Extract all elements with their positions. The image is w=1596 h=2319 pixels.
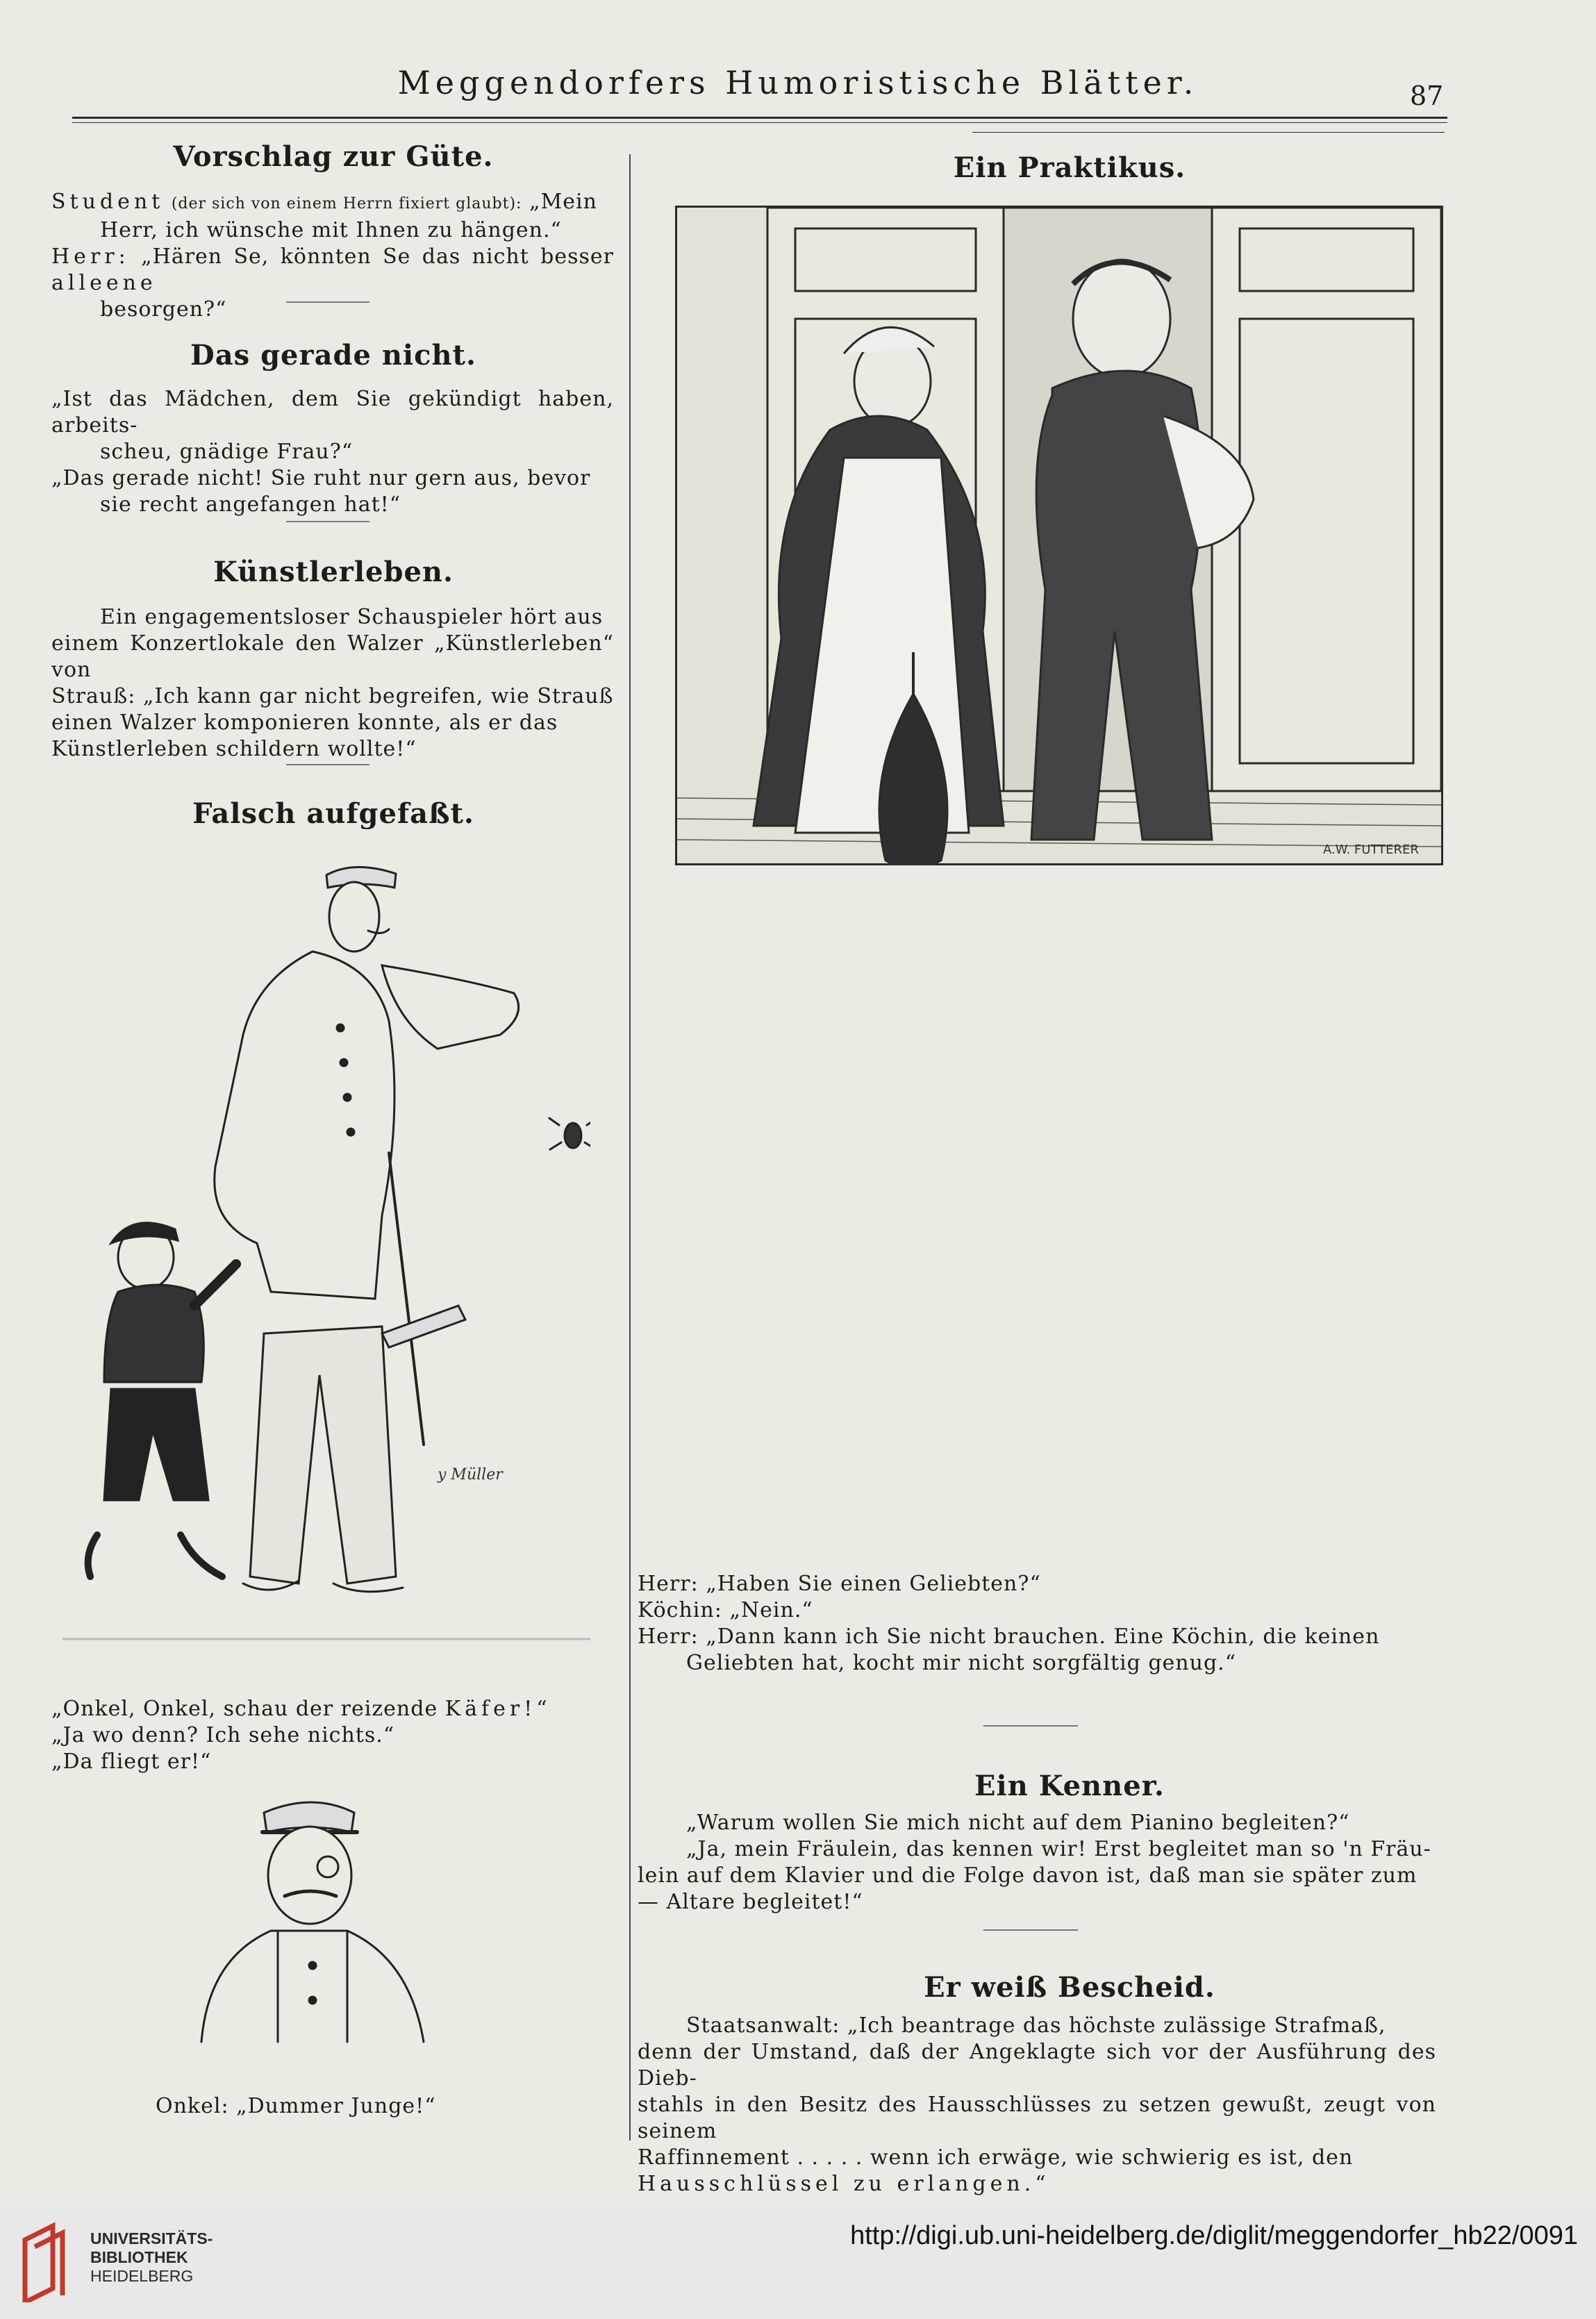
source-url-link[interactable]: http://digi.ub.uni-heidelberg.de/diglit/meggendorfer_hb22/0091 — [850, 2221, 1578, 2250]
section-body-gerade — [51, 386, 614, 518]
dialogue-text: „Warum wollen Sie mich nicht auf dem Pianino begleiten?“ — [686, 1811, 1350, 1835]
institution-line: HEIDELBERG — [90, 2267, 194, 2285]
section-separator — [286, 521, 369, 522]
section-body-kuenstlerleben — [51, 604, 614, 763]
university-name — [90, 2229, 213, 2286]
column-divider — [629, 154, 631, 2141]
caption-text: „Onkel, Onkel, schau der reizende — [51, 1697, 438, 1721]
university-logo-icon — [18, 2219, 75, 2302]
dialogue-text: „Mein — [529, 190, 597, 214]
dialogue-text: „Ist das Mädchen, dem Sie gekündigt haben, arbeits- — [51, 387, 614, 438]
page-number: 87 — [1410, 81, 1444, 111]
section-body-kenner — [638, 1810, 1436, 1915]
body-text: denn der Umstand, daß der Angeklagte sich vor der Ausführung des Dieb- — [638, 2040, 1436, 2091]
stage-direction: (der sich von einem Herrn fixiert glaubt): — [171, 195, 522, 213]
dialogue-text: scheu, gnädige Frau?“ — [100, 440, 354, 464]
section-separator — [286, 301, 369, 303]
dialogue-text: Herr: „Dann kann ich Sie nicht brauchen. Eine Köchin, die keinen — [638, 1624, 1380, 1649]
illustration-praktikus — [675, 206, 1443, 865]
header-rule-top — [72, 117, 1447, 119]
section-body-vorschlag — [51, 189, 614, 323]
section-title-kenner: Ein Kenner. — [974, 1770, 1165, 1802]
section-title-falsch: Falsch aufgefaßt. — [192, 797, 474, 830]
body-text: Ein engagementsloser Schauspieler hört aus — [100, 605, 604, 629]
dialogue-text: — Altare begleitet!“ — [638, 1890, 863, 1914]
dialogue-text: Herr: „Haben Sie einen Geliebten?“ — [638, 1572, 1041, 1596]
body-text: Künstlerleben schildern wollte!“ — [51, 737, 417, 761]
dialogue-text: „Ja, mein Fräulein, das kennen wir! Erst begleitet man so 'n Fräu- — [686, 1837, 1431, 1861]
section-separator — [983, 1929, 1078, 1931]
section-body-bescheid — [638, 2013, 1436, 2197]
caption-text: „Da fliegt er!“ — [51, 1749, 212, 1774]
body-text: einen Walzer komponieren konnte, als er das — [51, 710, 558, 735]
speaker-label: Herr: — [51, 244, 130, 269]
illustration-officer-monocle — [174, 1792, 451, 2070]
dialogue-text: Geliebten hat, kocht mir nicht sorgfältig genug.“ — [686, 1651, 1237, 1675]
body-text: Strauß: „Ich kann gar nicht begreifen, wie Strauß — [51, 684, 614, 708]
section-title-vorschlag: Vorschlag zur Güte. — [173, 140, 494, 173]
body-text: Raffinnement . . . . . wenn ich erwäge, wie schwierig es ist, den — [638, 2145, 1354, 2170]
section-title-gerade: Das gerade nicht. — [190, 339, 476, 372]
dialogue-text: „Hären Se, könnten Se das nicht besser — [141, 244, 614, 269]
section-title-praktikus: Ein Praktikus. — [953, 151, 1186, 184]
speaker-label: Student — [51, 190, 165, 214]
artist-signature: y Müller — [438, 1466, 503, 1483]
dialogue-text: Herr, ich wünsche mit Ihnen zu hängen.“ — [100, 218, 562, 242]
caption-falsch — [51, 1696, 607, 1775]
dialogue-text: „Das gerade nicht! Sie ruht nur gern aus, bevor — [51, 466, 591, 490]
header-rule-right — [972, 132, 1445, 133]
body-text: Staatsanwalt: „Ich beantrage das höchste zulässige Strafmaß, — [686, 2013, 1386, 2038]
institution-line: BIBLIOTHEK — [90, 2248, 188, 2266]
section-title-kuenstlerleben: Künstlerleben. — [213, 556, 454, 588]
section-title-bescheid: Er weiß Bescheid. — [924, 1971, 1215, 2004]
section-separator — [983, 1725, 1078, 1727]
body-text: stahls in den Besitz des Hausschlüsses zu setzen gewußt, zeugt von seinem — [638, 2093, 1436, 2143]
caption-onkel: Onkel: „Dummer Junge!“ — [156, 2094, 436, 2118]
caption-text: „Ja wo denn? Ich sehe nichts.“ — [51, 1723, 395, 1747]
dialogue-emphasis: alleene — [51, 271, 157, 295]
dialogue-text: besorgen?“ — [100, 297, 227, 322]
illustration-drawing — [677, 208, 1441, 863]
body-text: einem Konzertlokale den Walzer „Künstlerleben“ von — [51, 631, 614, 682]
header-rule-bottom — [72, 122, 1447, 123]
institution-line: UNIVERSITÄTS- — [90, 2229, 213, 2247]
dialogue-text: Köchin: „Nein.“ — [638, 1598, 813, 1622]
illustration-officer-and-boy — [63, 847, 590, 1681]
section-separator — [286, 764, 369, 765]
page-header-title: Meggendorfers Humoristische Blätter. — [397, 64, 1199, 101]
artist-signature: A.W. FUTTERER — [1323, 842, 1419, 857]
section-body-praktikus — [638, 1571, 1436, 1677]
caption-emphasis: Käfer!“ — [444, 1697, 551, 1721]
dialogue-text: sie recht angefangen hat!“ — [100, 492, 401, 517]
dialogue-text: lein auf dem Klavier und die Folge davon ist, daß man sie später zum — [638, 1863, 1418, 1888]
body-text: Hausschlüssel zu erlangen.“ — [638, 2172, 1050, 2196]
